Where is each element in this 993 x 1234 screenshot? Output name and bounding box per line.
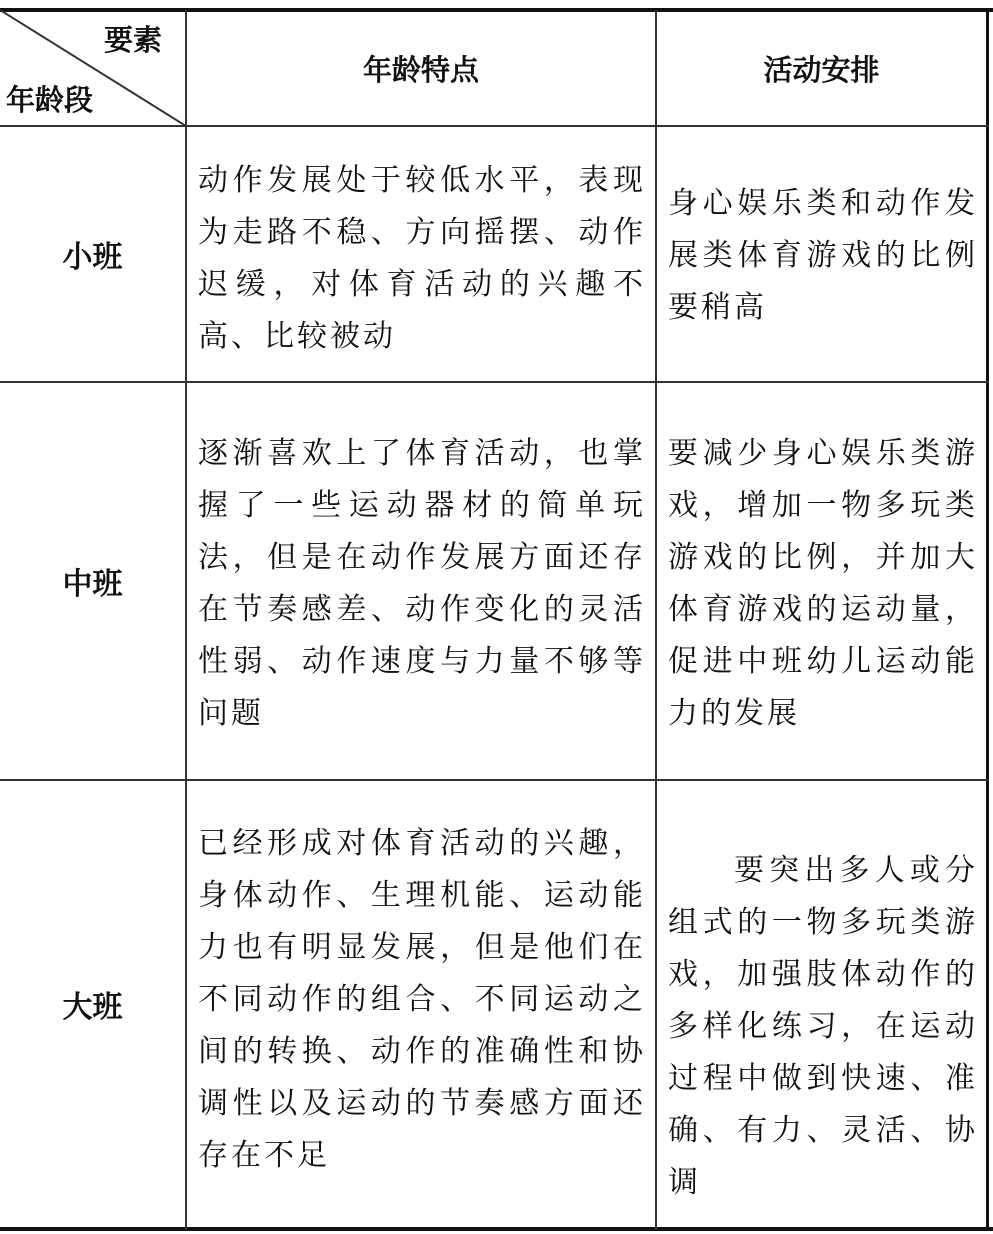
arrangement-small-class: 身心娱乐类和动作发展类体育游戏的比例要稍高 xyxy=(668,186,978,325)
column-divider xyxy=(655,10,657,1230)
row-label-large-class: 大班 xyxy=(62,990,123,1025)
row-label-small-class: 小班 xyxy=(62,240,123,275)
column-header-features: 年龄特点 xyxy=(362,53,479,87)
column-divider xyxy=(185,10,187,1230)
features-small-class: 动作发展处于较低水平，表现为走路不稳、方向摇摆、动作迟缓，对体育活动的兴趣不高、比较被动 xyxy=(198,163,646,354)
row-label-middle-class: 中班 xyxy=(62,567,123,602)
table-right-border xyxy=(986,8,989,1231)
arrangement-large-class: 要突出多人或分组式的一物多玩类游戏，加强肢体动作的多样化练习，在运动过程中做到快速、准确、有力、灵活、协调 xyxy=(668,853,978,1200)
arrangement-middle-class: 要减少身心娱乐类游戏，增加一物多玩类游戏的比例，并加大体育游戏的运动量，促进中班幼儿运动能力的发展 xyxy=(668,436,978,731)
corner-header-age-group: 年龄段 xyxy=(6,83,94,117)
features-middle-class: 逐渐喜欢上了体育活动，也掌握了一些运动器材的简单玩法，但是在动作发展方面还存在节奏感差、动作变化的灵活性弱、动作速度与力量不够等问题 xyxy=(198,436,646,731)
features-large-class: 已经形成对体育活动的兴趣，身体动作、生理机能、运动能力也有明显发展，但是他们在不同动作的组合、不同运动之间的转换、动作的准确性和协调性以及运动的节奏感方面还存在不足 xyxy=(198,826,646,1173)
corner-header-elements: 要素 xyxy=(104,23,163,57)
column-header-arrangement: 活动安排 xyxy=(763,53,880,87)
table-bottom-border xyxy=(0,1227,993,1231)
